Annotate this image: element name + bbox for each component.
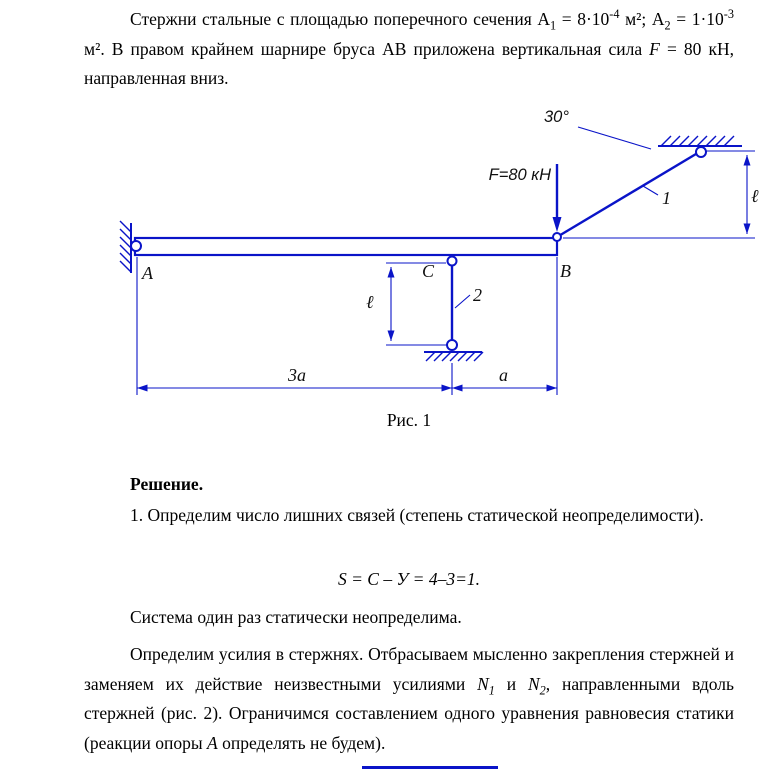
dim-3a-label: 3а: [288, 365, 306, 385]
point-C-label: C: [422, 261, 435, 281]
length-right-label: ℓ: [751, 186, 759, 206]
beam-AB: [135, 238, 557, 255]
angle-label: 30°: [544, 108, 569, 126]
solution-forces-paragraph: Определим усилия в стержнях. Отбрасываем мысленно закрепления стержней и заменяем их действие неизвестными усилиями $N_1$ и $N_2$, направленными вдоль стержней (рис. 2). Ограничимся составлением одного уравнения равновесия статики (реакции опоры А определять не будем).: [84, 644, 734, 753]
pinned-support-bottom: [424, 352, 483, 361]
angle-leader-line: [578, 127, 651, 149]
next-figure-top-edge: [362, 766, 498, 769]
rod2-label: 2: [473, 285, 482, 305]
figure-1-drawing: [0, 96, 778, 408]
length-mid-label: ℓ: [366, 292, 374, 312]
force-arrow: [553, 164, 562, 232]
dim-a-label: а: [499, 365, 508, 385]
figure-caption: Рис. 1: [386, 410, 432, 430]
solution-step1: 1. Определим число лишних связей (степень статической неопределимости).: [130, 505, 704, 525]
rod-1: [557, 151, 701, 237]
ground-hatching: [426, 352, 483, 361]
hinge-rod1-top: [696, 147, 706, 157]
solution-heading: Решение.: [130, 474, 204, 494]
point-A-label: A: [142, 263, 153, 283]
hinge-C: [448, 257, 457, 266]
fixed-support-top-right: [658, 136, 742, 146]
hinge-B: [553, 233, 561, 241]
rod2-leader-line: [455, 295, 470, 308]
solution-formula: S = C – У = 4–3=1.: [338, 569, 480, 589]
rod1-label: 1: [662, 188, 671, 208]
wall-hatching-left: [120, 221, 131, 272]
point-B-label: B: [560, 261, 571, 281]
wall-hatching-top-right: [661, 136, 734, 146]
force-label: F=80 кН: [488, 166, 551, 184]
hinge-A: [131, 241, 141, 251]
fixed-support-left: [120, 221, 131, 273]
rod1-leader-line: [643, 186, 658, 195]
solution-conclusion: Система один раз статически неопределима.: [130, 607, 462, 627]
intro-paragraph: Стержни стальные с площадью поперечного сечения $А_1 = 8\cdot 10^{-4}$ м²; $А_2 = 1\cdot 10^{-3}$ м². В правом крайнем шарнире бруса АВ приложена вертикальная сила F = 80 кН, направленная вниз.: [84, 7, 734, 88]
hinge-rod2-bottom: [447, 340, 457, 350]
